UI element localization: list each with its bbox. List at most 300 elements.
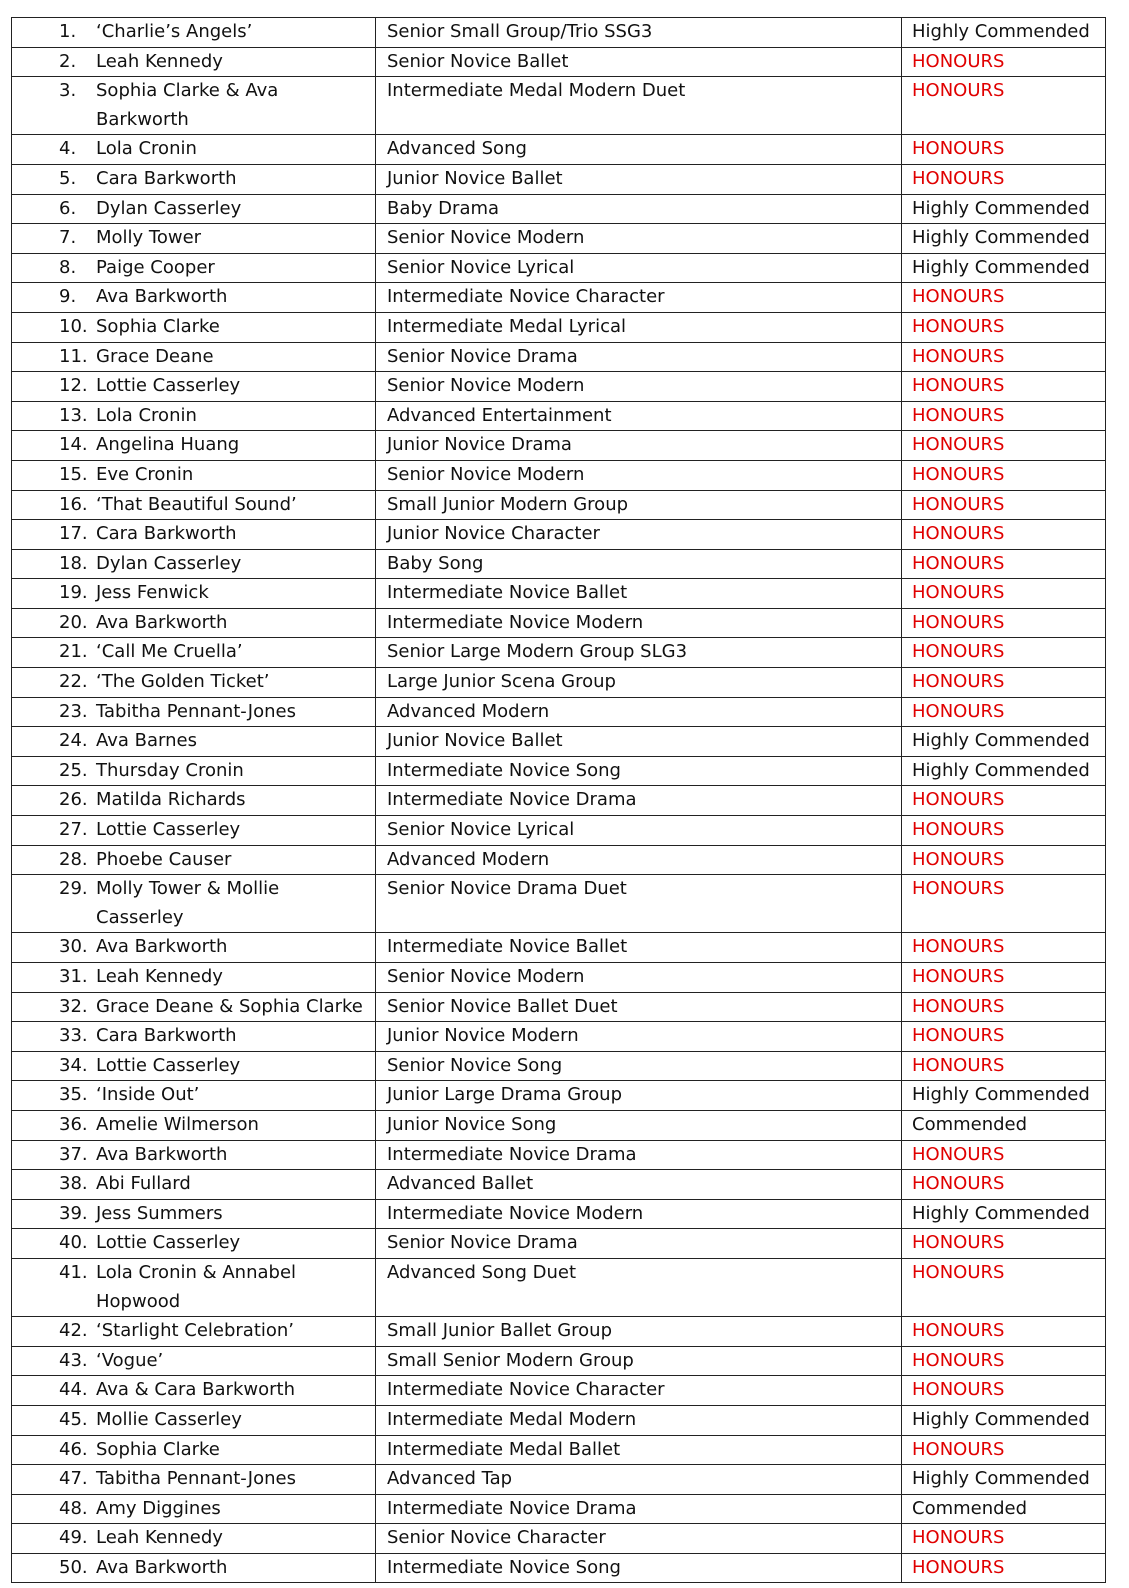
entrant-name: Molly Tower & Mollie Casserley	[96, 878, 280, 928]
row-number: 18.	[59, 552, 88, 574]
row-number: 36.	[59, 1113, 88, 1135]
category-cell: Junior Novice Ballet	[376, 164, 902, 194]
entrant-cell	[12, 845, 376, 875]
entrant-name: Tabitha Pennant-Jones	[96, 700, 296, 722]
entrant-cell	[12, 549, 376, 579]
entrant-name: Eve Cronin	[96, 463, 194, 485]
category-cell: Advanced Song	[376, 135, 902, 165]
result-cell: HONOURS	[902, 135, 1106, 165]
entrant-name: ‘Call Me Cruella’	[96, 641, 243, 663]
table-row	[12, 1524, 1106, 1554]
table-row	[12, 875, 1106, 933]
table-row	[12, 1405, 1106, 1435]
row-number: 50.	[59, 1556, 88, 1578]
row-number: 21.	[59, 641, 88, 663]
entrant-name: Jess Summers	[96, 1202, 223, 1224]
entrant-name: Lottie Casserley	[96, 1232, 241, 1254]
category-cell: Intermediate Novice Song	[376, 756, 902, 786]
row-number: 32.	[59, 995, 88, 1017]
entrant-cell	[12, 164, 376, 194]
category-cell: Advanced Ballet	[376, 1170, 902, 1200]
category-cell: Intermediate Novice Drama	[376, 1494, 902, 1524]
entrant-cell	[12, 460, 376, 490]
row-number: 13.	[59, 404, 88, 426]
result-cell: Commended	[902, 1110, 1106, 1140]
category-cell: Intermediate Medal Modern Duet	[376, 77, 902, 135]
entrant-name: Leah Kennedy	[96, 1527, 223, 1549]
row-number: 19.	[59, 582, 88, 604]
category-cell: Intermediate Novice Character	[376, 1376, 902, 1406]
entrant-name: Paige Cooper	[96, 256, 215, 278]
row-number: 22.	[59, 671, 88, 693]
category-cell: Advanced Modern	[376, 845, 902, 875]
row-number: 46.	[59, 1438, 88, 1460]
category-cell: Small Senior Modern Group	[376, 1346, 902, 1376]
category-cell: Junior Large Drama Group	[376, 1081, 902, 1111]
category-cell: Senior Novice Lyrical	[376, 816, 902, 846]
category-cell: Junior Novice Drama	[376, 431, 902, 461]
entrant-cell	[12, 963, 376, 993]
entrant-cell	[12, 77, 376, 135]
entrant-cell	[12, 697, 376, 727]
entrant-name: Ava Barnes	[96, 730, 197, 752]
result-cell: HONOURS	[902, 77, 1106, 135]
row-number: 16.	[59, 493, 88, 515]
category-cell: Advanced Song Duet	[376, 1258, 902, 1316]
entrant-name: Ava Barkworth	[96, 936, 228, 958]
row-number: 9.	[59, 286, 77, 308]
table-row	[12, 579, 1106, 609]
result-cell: HONOURS	[902, 697, 1106, 727]
row-number: 7.	[59, 227, 77, 249]
result-cell: Highly Commended	[902, 1081, 1106, 1111]
category-cell: Senior Novice Drama	[376, 1229, 902, 1259]
table-row	[12, 668, 1106, 698]
result-cell: HONOURS	[902, 786, 1106, 816]
entrant-cell	[12, 1524, 376, 1554]
entrant-cell	[12, 1346, 376, 1376]
table-row	[12, 933, 1106, 963]
table-row	[12, 756, 1106, 786]
result-cell: HONOURS	[902, 342, 1106, 372]
result-cell: HONOURS	[902, 875, 1106, 933]
entrant-name: Lola Cronin	[96, 138, 197, 160]
table-row	[12, 342, 1106, 372]
result-cell: HONOURS	[902, 1317, 1106, 1347]
result-cell: HONOURS	[902, 431, 1106, 461]
entrant-cell	[12, 1110, 376, 1140]
entrant-cell	[12, 1170, 376, 1200]
entrant-name: Amelie Wilmerson	[96, 1113, 259, 1135]
category-cell: Intermediate Novice Modern	[376, 1199, 902, 1229]
table-row	[12, 1110, 1106, 1140]
entrant-cell	[12, 135, 376, 165]
row-number: 28.	[59, 848, 88, 870]
result-cell: HONOURS	[902, 608, 1106, 638]
table-row	[12, 431, 1106, 461]
result-cell: HONOURS	[902, 1258, 1106, 1316]
entrant-name: Ava & Cara Barkworth	[96, 1379, 295, 1401]
entrant-cell	[12, 224, 376, 254]
entrant-name: Sophia Clarke & Ava Barkworth	[96, 80, 279, 130]
entrant-cell	[12, 1553, 376, 1583]
entrant-name: Cara Barkworth	[96, 167, 237, 189]
row-number: 25.	[59, 759, 88, 781]
table-row	[12, 1081, 1106, 1111]
category-cell: Small Junior Modern Group	[376, 490, 902, 520]
category-cell: Baby Song	[376, 549, 902, 579]
result-cell: HONOURS	[902, 1170, 1106, 1200]
result-cell: HONOURS	[902, 1346, 1106, 1376]
result-cell: HONOURS	[902, 963, 1106, 993]
row-number: 30.	[59, 936, 88, 958]
table-row	[12, 520, 1106, 550]
row-number: 8.	[59, 256, 77, 278]
category-cell: Intermediate Medal Ballet	[376, 1435, 902, 1465]
result-cell: HONOURS	[902, 1376, 1106, 1406]
category-cell: Large Junior Scena Group	[376, 668, 902, 698]
entrant-name: Phoebe Causer	[96, 848, 232, 870]
entrant-cell	[12, 520, 376, 550]
entrant-name: ‘That Beautiful Sound’	[96, 493, 297, 515]
entrant-name: Jess Fenwick	[96, 582, 209, 604]
category-cell: Senior Novice Drama Duet	[376, 875, 902, 933]
entrant-name: ‘The Golden Ticket’	[96, 671, 270, 693]
entrant-name: Leah Kennedy	[96, 966, 223, 987]
category-cell: Intermediate Novice Drama	[376, 1140, 902, 1170]
entrant-cell	[12, 431, 376, 461]
category-cell: Advanced Entertainment	[376, 401, 902, 431]
entrant-cell	[12, 490, 376, 520]
table-row	[12, 135, 1106, 165]
table-row	[12, 1465, 1106, 1495]
table-row	[12, 401, 1106, 431]
entrant-cell	[12, 253, 376, 283]
table-row	[12, 816, 1106, 846]
category-cell: Intermediate Novice Drama	[376, 786, 902, 816]
table-row	[12, 992, 1106, 1022]
category-cell: Baby Drama	[376, 194, 902, 224]
row-number: 12.	[59, 375, 88, 397]
table-row	[12, 490, 1106, 520]
result-cell: HONOURS	[902, 460, 1106, 490]
table-row	[12, 1376, 1106, 1406]
row-number: 5.	[59, 167, 77, 189]
row-number: 17.	[59, 523, 88, 545]
row-number: 41.	[59, 1261, 88, 1283]
table-row	[12, 1346, 1106, 1376]
entrant-name: Lottie Casserley	[96, 819, 241, 841]
row-number: 39.	[59, 1202, 88, 1224]
table-row	[12, 1435, 1106, 1465]
entrant-name: ‘Starlight Celebration’	[96, 1320, 295, 1342]
entrant-name: Ava Barkworth	[96, 611, 228, 633]
entrant-name: Cara Barkworth	[96, 523, 237, 545]
category-cell: Senior Novice Ballet Duet	[376, 992, 902, 1022]
entrant-name: Ava Barkworth	[96, 286, 228, 308]
entrant-name: ‘Inside Out’	[96, 1084, 200, 1106]
table-row	[12, 1199, 1106, 1229]
entrant-cell	[12, 933, 376, 963]
row-number: 49.	[59, 1527, 88, 1549]
result-cell: HONOURS	[902, 47, 1106, 77]
table-row	[12, 18, 1106, 48]
entrant-cell	[12, 1494, 376, 1524]
entrant-cell	[12, 638, 376, 668]
entrant-cell	[12, 756, 376, 786]
table-row	[12, 283, 1106, 313]
row-number: 29.	[59, 878, 88, 900]
result-cell: Highly Commended	[902, 194, 1106, 224]
result-cell: HONOURS	[902, 520, 1106, 550]
row-number: 34.	[59, 1054, 88, 1076]
entrant-name: Abi Fullard	[96, 1173, 191, 1195]
category-cell: Senior Novice Ballet	[376, 47, 902, 77]
entrant-cell	[12, 608, 376, 638]
table-row	[12, 1140, 1106, 1170]
table-row	[12, 1494, 1106, 1524]
result-cell: HONOURS	[902, 1022, 1106, 1052]
table-row	[12, 1317, 1106, 1347]
table-row	[12, 1051, 1106, 1081]
row-number: 47.	[59, 1468, 88, 1490]
result-cell: HONOURS	[902, 401, 1106, 431]
category-cell: Senior Novice Drama	[376, 342, 902, 372]
result-cell: HONOURS	[902, 638, 1106, 668]
entrant-cell	[12, 1022, 376, 1052]
entrant-cell	[12, 312, 376, 342]
table-row	[12, 253, 1106, 283]
result-cell: HONOURS	[902, 816, 1106, 846]
entrant-cell	[12, 1258, 376, 1316]
entrant-cell	[12, 668, 376, 698]
table-row	[12, 312, 1106, 342]
entrant-name: Leah Kennedy	[96, 50, 223, 72]
entrant-cell	[12, 1051, 376, 1081]
row-number: 44.	[59, 1379, 88, 1401]
result-cell: Highly Commended	[902, 727, 1106, 757]
entrant-name: Lola Cronin & Annabel Hopwood	[96, 1261, 297, 1312]
row-number: 6.	[59, 197, 77, 219]
entrant-name: Matilda Richards	[96, 789, 246, 811]
category-cell: Intermediate Novice Ballet	[376, 579, 902, 609]
category-cell: Small Junior Ballet Group	[376, 1317, 902, 1347]
entrant-cell	[12, 1405, 376, 1435]
row-number: 3.	[59, 80, 77, 102]
result-cell: HONOURS	[902, 164, 1106, 194]
table-row	[12, 194, 1106, 224]
entrant-cell	[12, 786, 376, 816]
table-row	[12, 460, 1106, 490]
table-row	[12, 608, 1106, 638]
result-cell: HONOURS	[902, 283, 1106, 313]
entrant-name: Ava Barkworth	[96, 1556, 228, 1578]
entrant-name: Tabitha Pennant-Jones	[96, 1468, 296, 1490]
results-table	[11, 17, 1106, 1583]
category-cell: Senior Novice Modern	[376, 224, 902, 254]
entrant-cell	[12, 875, 376, 933]
category-cell: Intermediate Novice Character	[376, 283, 902, 313]
results-body	[12, 18, 1106, 1583]
table-row	[12, 786, 1106, 816]
category-cell: Senior Novice Modern	[376, 372, 902, 402]
entrant-name: Dylan Casserley	[96, 552, 242, 574]
row-number: 20.	[59, 611, 88, 633]
category-cell: Advanced Modern	[376, 697, 902, 727]
entrant-cell	[12, 194, 376, 224]
table-row	[12, 1022, 1106, 1052]
result-cell: HONOURS	[902, 372, 1106, 402]
entrant-cell	[12, 401, 376, 431]
entrant-name: Ava Barkworth	[96, 1143, 228, 1165]
category-cell: Junior Novice Song	[376, 1110, 902, 1140]
entrant-name: ‘Vogue’	[96, 1349, 164, 1371]
category-cell: Senior Large Modern Group SLG3	[376, 638, 902, 668]
entrant-name: ‘Charlie’s Angels’	[96, 21, 253, 42]
entrant-name: Sophia Clarke	[96, 1438, 220, 1460]
category-cell: Advanced Tap	[376, 1465, 902, 1495]
entrant-cell	[12, 1465, 376, 1495]
row-number: 26.	[59, 789, 88, 811]
row-number: 10.	[59, 315, 88, 337]
entrant-name: Amy Diggines	[96, 1497, 221, 1519]
entrant-name: Lola Cronin	[96, 404, 197, 426]
entrant-name: Grace Deane	[96, 345, 214, 367]
row-number: 42.	[59, 1320, 88, 1342]
entrant-cell	[12, 579, 376, 609]
row-number: 43.	[59, 1349, 88, 1371]
category-cell: Senior Novice Modern	[376, 963, 902, 993]
category-cell: Junior Novice Ballet	[376, 727, 902, 757]
result-cell: HONOURS	[902, 992, 1106, 1022]
entrant-cell	[12, 1317, 376, 1347]
result-cell: HONOURS	[902, 1553, 1106, 1583]
entrant-name: Lottie Casserley	[96, 1054, 241, 1076]
result-cell: HONOURS	[902, 933, 1106, 963]
entrant-name: Molly Tower	[96, 227, 202, 249]
result-cell: HONOURS	[902, 490, 1106, 520]
row-number: 31.	[59, 966, 88, 987]
table-row	[12, 697, 1106, 727]
entrant-name: Thursday Cronin	[96, 759, 244, 781]
result-cell: Highly Commended	[902, 1465, 1106, 1495]
row-number: 2.	[59, 50, 77, 72]
entrant-name: Angelina Huang	[96, 434, 240, 456]
row-number: 27.	[59, 819, 88, 841]
category-cell: Junior Novice Character	[376, 520, 902, 550]
result-cell: Highly Commended	[902, 18, 1106, 48]
row-number: 15.	[59, 463, 88, 485]
entrant-cell	[12, 342, 376, 372]
entrant-name: Grace Deane & Sophia Clarke	[96, 995, 363, 1017]
entrant-cell	[12, 1140, 376, 1170]
row-number: 38.	[59, 1173, 88, 1195]
category-cell: Senior Novice Song	[376, 1051, 902, 1081]
result-cell: Highly Commended	[902, 756, 1106, 786]
row-number: 4.	[59, 138, 77, 160]
result-cell: HONOURS	[902, 1140, 1106, 1170]
result-cell: Highly Commended	[902, 1405, 1106, 1435]
entrant-cell	[12, 992, 376, 1022]
entrant-cell	[12, 47, 376, 77]
table-row	[12, 372, 1106, 402]
category-cell: Intermediate Novice Modern	[376, 608, 902, 638]
category-cell: Senior Novice Modern	[376, 460, 902, 490]
result-cell: HONOURS	[902, 1435, 1106, 1465]
table-row	[12, 164, 1106, 194]
result-cell: HONOURS	[902, 1229, 1106, 1259]
table-row	[12, 727, 1106, 757]
row-number: 23.	[59, 700, 88, 722]
category-cell: Senior Novice Lyrical	[376, 253, 902, 283]
table-row	[12, 47, 1106, 77]
result-cell: HONOURS	[902, 312, 1106, 342]
category-cell: Senior Small Group/Trio SSG3	[376, 18, 902, 48]
category-cell: Intermediate Medal Lyrical	[376, 312, 902, 342]
result-cell: HONOURS	[902, 668, 1106, 698]
result-cell: Highly Commended	[902, 224, 1106, 254]
category-cell: Intermediate Novice Ballet	[376, 933, 902, 963]
row-number: 37.	[59, 1143, 88, 1165]
table-row	[12, 1170, 1106, 1200]
category-cell: Senior Novice Character	[376, 1524, 902, 1554]
category-cell: Junior Novice Modern	[376, 1022, 902, 1052]
entrant-cell	[12, 283, 376, 313]
entrant-cell	[12, 1081, 376, 1111]
row-number: 24.	[59, 730, 88, 752]
result-cell: Highly Commended	[902, 1199, 1106, 1229]
row-number: 33.	[59, 1025, 88, 1047]
entrant-cell	[12, 372, 376, 402]
entrant-name: Mollie Casserley	[96, 1408, 242, 1430]
result-cell: Highly Commended	[902, 253, 1106, 283]
table-row	[12, 549, 1106, 579]
entrant-cell	[12, 1376, 376, 1406]
table-row	[12, 845, 1106, 875]
table-row	[12, 963, 1106, 993]
result-cell: Commended	[902, 1494, 1106, 1524]
entrant-name: Lottie Casserley	[96, 375, 241, 397]
entrant-name: Sophia Clarke	[96, 315, 220, 337]
row-number: 45.	[59, 1408, 88, 1430]
result-cell: HONOURS	[902, 579, 1106, 609]
row-number: 14.	[59, 434, 88, 456]
category-cell: Intermediate Medal Modern	[376, 1405, 902, 1435]
table-row	[12, 1553, 1106, 1583]
table-row	[12, 224, 1106, 254]
row-number: 35.	[59, 1084, 88, 1106]
result-cell: HONOURS	[902, 1524, 1106, 1554]
entrant-cell	[12, 18, 376, 48]
result-cell: HONOURS	[902, 845, 1106, 875]
entrant-cell	[12, 727, 376, 757]
result-cell: HONOURS	[902, 549, 1106, 579]
row-number: 1.	[59, 21, 77, 42]
row-number: 40.	[59, 1232, 88, 1254]
entrant-name: Cara Barkworth	[96, 1025, 237, 1047]
result-cell: HONOURS	[902, 1051, 1106, 1081]
table-row	[12, 77, 1106, 135]
entrant-cell	[12, 1199, 376, 1229]
table-row	[12, 638, 1106, 668]
category-cell: Intermediate Novice Song	[376, 1553, 902, 1583]
entrant-cell	[12, 1229, 376, 1259]
entrant-cell	[12, 1435, 376, 1465]
row-number: 11.	[59, 345, 88, 367]
entrant-cell	[12, 816, 376, 846]
table-row	[12, 1229, 1106, 1259]
row-number: 48.	[59, 1497, 88, 1519]
